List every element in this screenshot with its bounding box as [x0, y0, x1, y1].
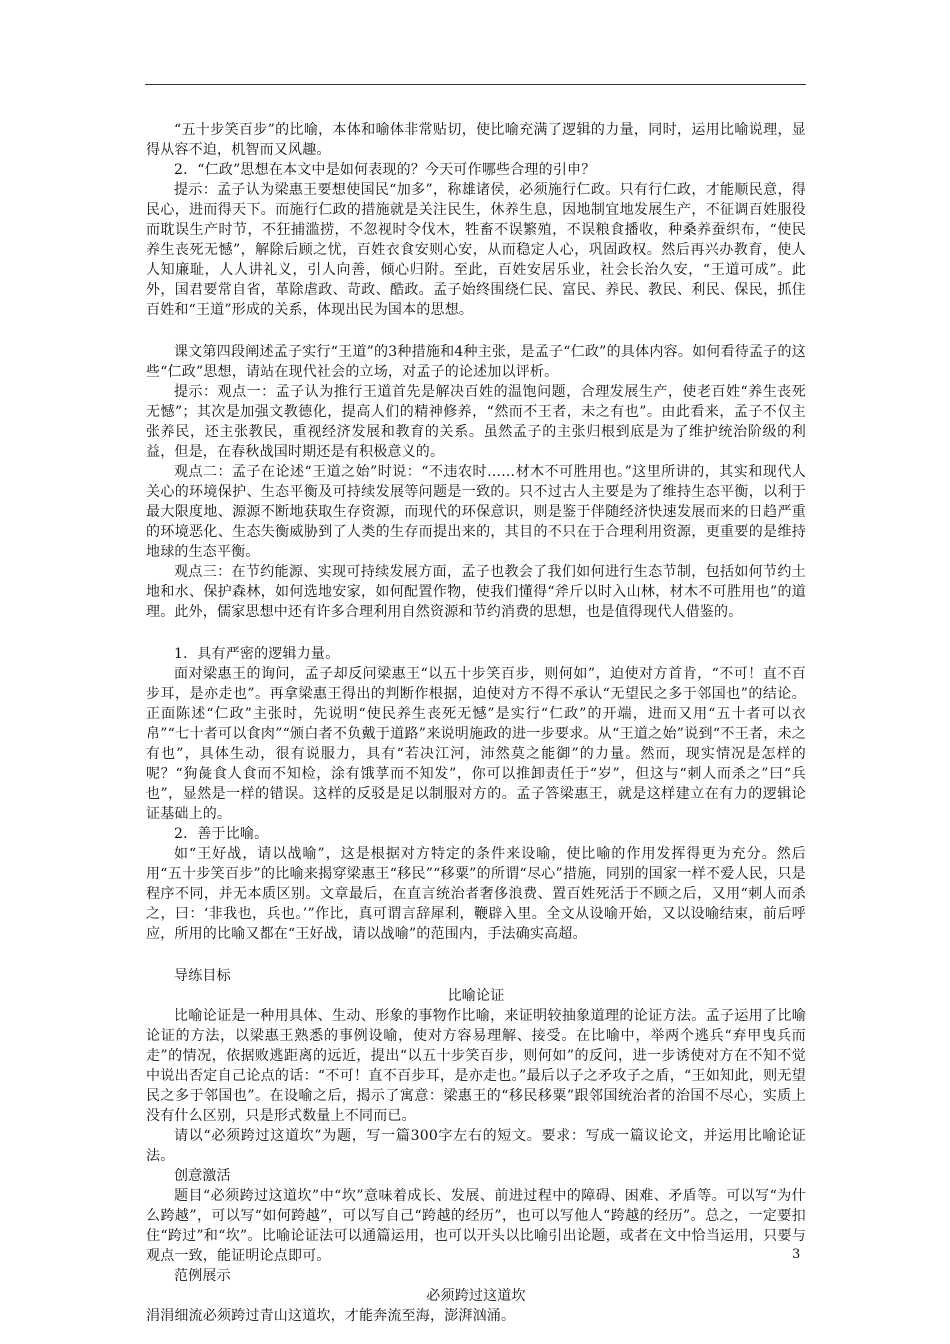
viewpoint-3: 观点三：在节约能源、实现可持续发展方面，孟子也教会了我们如何进行生态节制，包括如何节约土地和水、保护森林，如何选地安家，如何配置作物，使我们懂得“斧斤以时入山林，材木不可胜用也”的道理。此外，儒家思想中还有许多合理利用自然资源和节约消费的思想，也是值得现代人借鉴的。 — [146, 564, 806, 620]
section-title-example: 范例展示 — [174, 1268, 231, 1284]
example-first-line: 涓涓细流必须跨过青山这道坎，才能奔流至海，澎湃汹涌。 — [146, 1308, 516, 1324]
header-rule — [145, 84, 806, 85]
paragraph-discussion-prompt: 课文第四段阐述孟子实行“王道”的3种措施和4种主张，是孟子“仁政”的具体内容。如何看待孟子的这些“仁政”思想，请站在现代社会的立场，对孟子的论述加以评析。 — [146, 344, 806, 380]
document-body — [146, 120, 806, 1326]
paragraph-logic: 面对梁惠王的询问，孟子却反问梁惠王“以五十步笑百步，则何如”，迫使对方首肯，“不可！直不百步耳，是亦走也”。再拿梁惠王得出的判断作根据，迫使对方不得不承认“无望民之多于邻国也”的结论。正面陈述“仁政”主张时，先说明“使民养生丧死无憾”是实行“仁政”的开端，进而又用“五十者可以衣帛”“七十者可以食肉”“颁白者不负戴于道路”来说明施政的进一步要求。从“王道之始”说到“不王者，未之有也”，具体生动，很有说服力，具有“若决江河，沛然莫之能御”的力量。然而，现实情况是怎样的呢？“狗彘食人食而不知检，涂有饿莩而不知发”，你可以推卸责任于“岁”，但这与“刺人而杀之”曰“兵也”，显然是一样的错误。这样的反驳是足以制服对方的。孟子答梁惠王，就是这样建立在有力的逻辑论证基础上的。 — [146, 666, 806, 822]
example-title: 必须跨过这道坎 — [426, 1288, 526, 1304]
heading-logic: 1．具有严密的逻辑力量。 — [174, 646, 340, 662]
page-number: 3 — [792, 1247, 801, 1262]
heading-metaphor: 2．善于比喻。 — [174, 826, 269, 842]
paragraph-metaphor-argument: 比喻论证是一种用具体、生动、形象的事物作比喻，来证明较抽象道理的论证方法。孟子运用了比喻论证的方法，以梁惠王熟悉的事例设喻，使对方容易理解、接受。在比喻中，举两个逃兵“弃甲曳兵而走”的情况，依据败逃距离的远近，提出“以五十步笑百步，则何如”的反问，进一步诱使对方在不知不觉中说出否定自己论点的话：“不可！直不百步耳，是亦走也。”最后以子之矛攻子之盾，“王如知此，则无望民之多于邻国也”。在设喻之后，揭示了寓意：梁惠王的“移民移粟”跟邻国统治者的治国不尽心，实质上没有什么区别，只是形式数量上不同而已。 — [146, 1008, 806, 1124]
question-2: 2．“仁政”思想在本文中是如何表现的？今天可作哪些合理的引申？ — [174, 162, 596, 178]
section-title-inspiration: 创意激活 — [174, 1168, 231, 1184]
subtitle-metaphor-argument: 比喻论证 — [447, 988, 505, 1004]
paragraph-metaphor: 如“王好战，请以战喻”，这是根据对方特定的条件来设喻，使比喻的作用发挥得更为充分。然后用“五十步笑百步”的比喻来揭穿梁惠王“移民”“移粟”的所谓“尽心”措施，同别的国家一样不爱人民，只是程序不同，并无本质区别。文章最后，在直言统治者奢侈浪费、置百姓死活于不顾之后，又用“刺人而杀之，曰：‘非我也，兵也。’”作比，真可谓言辞犀利，鞭辟入里。全文从设喻开始，又以设喻结束，前后呼应，所用的比喻又都在“王好战，请以战喻”的范围内，手法确实高超。 — [146, 846, 806, 942]
section-title-guide: 导练目标 — [174, 968, 231, 984]
paragraph-inspiration: 题目“必须跨过这道坎”中“坎”意味着成长、发展、前进过程中的障碍、困难、矛盾等。可以写“为什么跨越”，可以写“如何跨越”，可以写自己“跨越的经历”，也可以写他人“跨越的经历”。总之，一定要扣住“跨过”和“坎”。比喻论证法可以通篇运用，也可以开头以比喻引出论题，或者在文中恰当运用，只要与观点一致，能证明论点即可。 — [146, 1188, 806, 1264]
viewpoint-2: 观点二：孟子在论述“王道之始”时说：“不违农时……材木不可胜用也。”这里所讲的，其实和现代人关心的环境保护、生态平衡及可持续发展等问题是一致的。只不过古人主要是为了维持生态平衡，以利于最大限度地、源源不断地获取生存资源，而现代的环保意识，则是鉴于伴随经济快速发展而来的日趋严重的环境恶化、生态失衡威胁到了人类的生存而提出来的，其目的不只在于合理利用资源，更重要的是维持地球的生态平衡。 — [146, 464, 806, 560]
hint-viewpoint-1: 提示：观点一：孟子认为推行王道首先是解决百姓的温饱问题，合理发展生产，使老百姓“养生丧死无憾”；其次是加强文教德化，提高人们的精神修养，“然而不王者，未之有也”。由此看来，孟子不仅主张养民，还主张教民，重视经济发展和教育的关系。虽然孟子的主张归根到底是为了维护统治阶级的利益，但是，在春秋战国时期还是有积极意义的。 — [146, 384, 806, 460]
paragraph-writing-task: 请以“必须跨过这道坎”为题，写一篇300字左右的短文。要求：写成一篇议论文，并运用比喻论证法。 — [146, 1128, 806, 1164]
paragraph-metaphor-summary: “五十步笑百步”的比喻，本体和喻体非常贴切，使比喻充满了逻辑的力量，同时，运用比喻说理，显得从容不迫，机智而又风趣。 — [146, 122, 806, 158]
hint-renzheng: 提示：孟子认为梁惠王要想使国民“加多”，称雄诸侯，必须施行仁政。只有行仁政，才能顺民意，得民心，进而得天下。而施行仁政的措施就是关注民生，休养生息，因地制宜地发展生产，不征调百姓服役而耽误生产时节，不狂捕滥捞，不忽视时令伐木，牲畜不误繁殖，不误粮食播收，种桑养蚕织布，“使民养生丧死无憾”，解除后顾之忧，百姓衣食安则心安，从而稳定人心，巩固政权。然后再兴办教育，使人人知廉耻，人人讲礼义，引人向善，倾心归附。至此，百姓安居乐业，社会长治久安，“王道可成”。此外，国君要常自省，革除虐政、苛政、酷政。孟子始终围绕仁民、富民、养民、教民、利民、保民，抓住百姓和“王道”形成的关系，体现出民为国本的思想。 — [146, 182, 806, 318]
